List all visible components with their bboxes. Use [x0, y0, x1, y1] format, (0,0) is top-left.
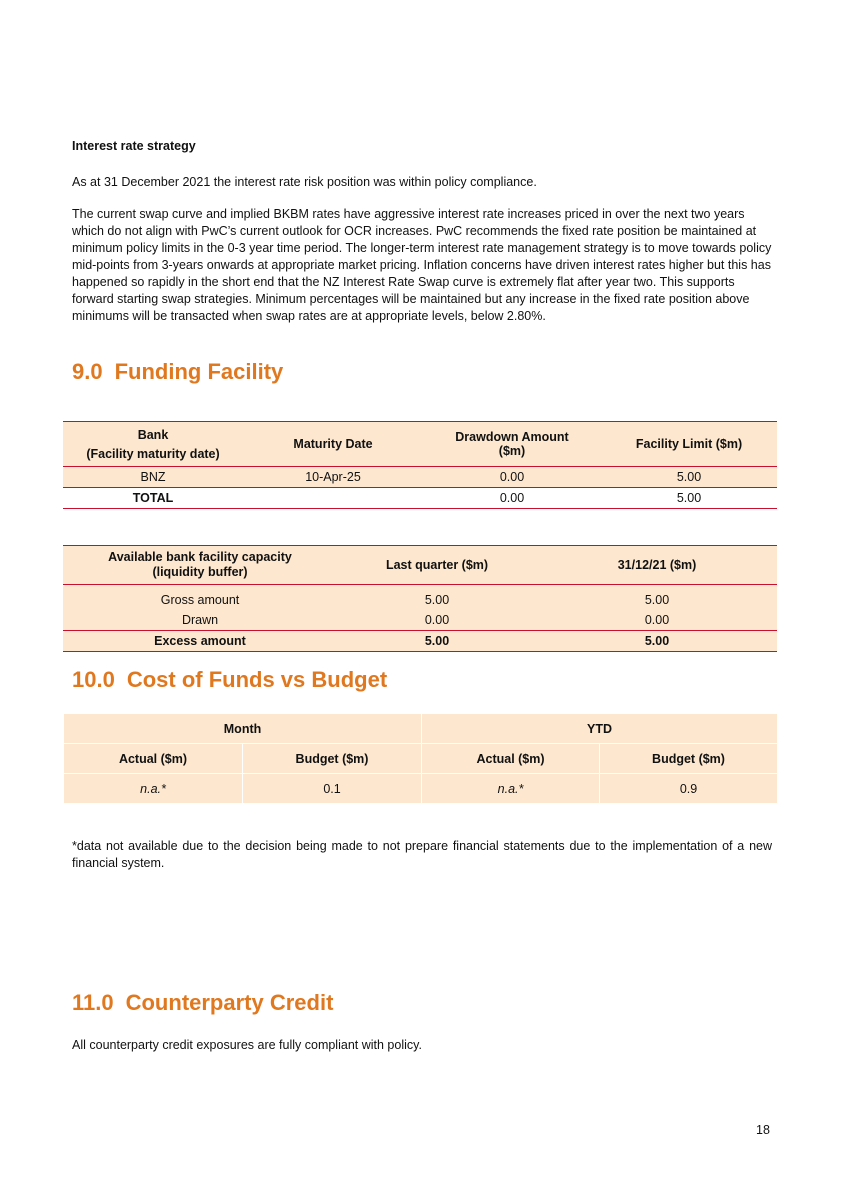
cell-limit: 5.00 [601, 488, 777, 509]
header-drawdown: Drawdown Amount ($m) [423, 422, 601, 467]
cell-current: 0.00 [537, 610, 777, 631]
cell-limit: 5.00 [601, 467, 777, 488]
header-current: 31/12/21 ($m) [537, 546, 777, 585]
cell-drawdown: 0.00 [423, 467, 601, 488]
table-row-excess [63, 631, 777, 652]
section-number: 11.0 [72, 990, 114, 1015]
header-limit: Facility Limit ($m) [601, 422, 777, 467]
header-capacity: Available bank facility capacity (liquidity buffer) [63, 546, 337, 585]
table-row [63, 585, 777, 611]
column-header-row [64, 744, 778, 774]
section-11-heading [72, 990, 333, 1016]
cell-label: Excess amount [63, 631, 337, 652]
table-row-total [63, 488, 777, 509]
cell-budget-month: 0.1 [243, 774, 422, 804]
header-month: Month [64, 714, 422, 744]
cell-last-quarter: 0.00 [337, 610, 537, 631]
header-budget-ytd: Budget ($m) [600, 744, 778, 774]
header-last-quarter: Last quarter ($m) [337, 546, 537, 585]
cell-last-quarter: 5.00 [337, 585, 537, 611]
cell-drawdown: 0.00 [423, 488, 601, 509]
cell-maturity [243, 488, 423, 509]
header-actual-month: Actual ($m) [64, 744, 243, 774]
cost-of-funds-table [63, 713, 778, 804]
interest-rate-strategy-heading: Interest rate strategy [72, 139, 196, 153]
header-bank: Bank (Facility maturity date) [63, 422, 243, 467]
section-number: 10.0 [72, 667, 115, 692]
table-header-row [63, 546, 777, 585]
cell-bank: TOTAL [63, 488, 243, 509]
footnote: *data not available due to the decision being made to not prepare financial statements due to the implementation of a new financial system. [72, 839, 772, 870]
cell-label: Gross amount [63, 585, 337, 611]
interest-paragraph-1: As at 31 December 2021 the interest rate risk position was within policy compliance. [72, 175, 537, 189]
cell-current: 5.00 [537, 585, 777, 611]
interest-paragraph-2: The current swap curve and implied BKBM rates have aggressive interest rate increases priced in over the next two years which do not align with PwC’s current outlook for OCR increases. PwC recommends the fixed rate position be maintained at minimum policy limits in the 0-3 year time period. The longer-term interest rate management strategy is to move towards policy mid-points from 3-years onwards at appropriate market pricing. Inflation concerns have driven interest rates higher but this has happened so rapidly in the short end that the NZ Interest Rate Swap curve is extremely flat after year two. This supports forward starting swap strategies. Minimum percentages will be maintained but any increase in the fixed rate position above minimums will be transacted when swap rates are at appropriate levels, below 2.80%. [72, 207, 772, 323]
facility-capacity-table [63, 545, 777, 652]
section-9-heading [72, 359, 283, 385]
cell-bank: BNZ [63, 467, 243, 488]
page-number: 18 [756, 1123, 770, 1137]
table-row [63, 610, 777, 631]
cell-current: 5.00 [537, 631, 777, 652]
section-title: Funding Facility [114, 359, 284, 384]
group-header-row [64, 714, 778, 744]
funding-facility-table [63, 421, 777, 509]
cell-label: Drawn [63, 610, 337, 631]
table-row [64, 774, 778, 804]
cell-budget-ytd: 0.9 [600, 774, 778, 804]
cell-actual-month: n.a.* [64, 774, 243, 804]
header-maturity: Maturity Date [243, 422, 423, 467]
cell-actual-ytd: n.a.* [422, 774, 600, 804]
table-row [63, 467, 777, 488]
header-actual-ytd: Actual ($m) [422, 744, 600, 774]
table-header-row [63, 422, 777, 467]
header-ytd: YTD [422, 714, 778, 744]
section-title: Counterparty Credit [125, 990, 334, 1015]
counterparty-text: All counterparty credit exposures are fully compliant with policy. [72, 1038, 422, 1052]
section-title: Cost of Funds vs Budget [126, 667, 388, 692]
cell-maturity: 10-Apr-25 [243, 467, 423, 488]
header-budget-month: Budget ($m) [243, 744, 422, 774]
cell-last-quarter: 5.00 [337, 631, 537, 652]
section-number: 9.0 [72, 359, 103, 384]
section-10-heading [72, 667, 387, 693]
